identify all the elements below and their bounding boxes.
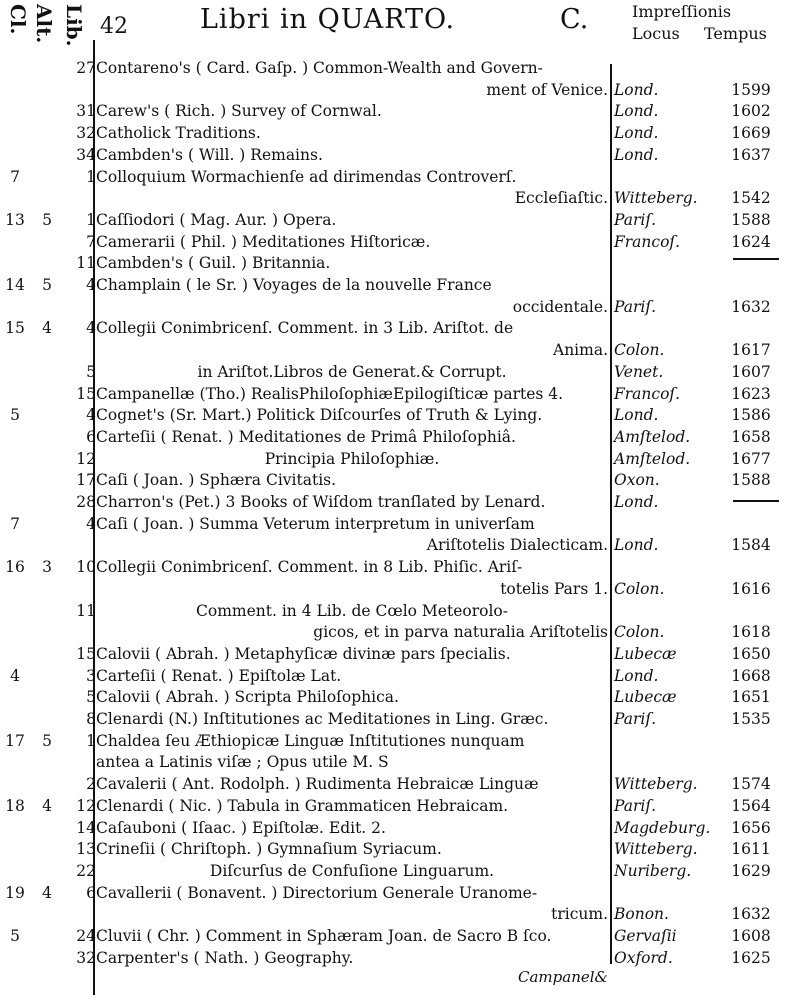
entry-alt-number: 5 <box>42 276 52 294</box>
entry-cl-number: 5 <box>10 927 20 945</box>
entry-row <box>0 275 787 295</box>
entry-lib-number: 4 <box>86 514 96 533</box>
entry-text: Carteſii ( Renat. ) Epiſtolæ Lat. <box>96 666 342 685</box>
entry-row <box>0 253 787 273</box>
entry-row <box>0 297 787 317</box>
entry-text: Ariſtotelis Dialecticam. <box>426 536 608 555</box>
entry-year: 1632 <box>731 297 771 316</box>
entry-year: 1624 <box>731 232 771 251</box>
entry-year: 1658 <box>731 427 771 446</box>
entry-year: 1584 <box>731 536 771 555</box>
entry-lib-number: 11 <box>76 254 96 273</box>
entry-text: Carteſii ( Renat. ) Meditationes de Primâ Philoſophiâ. <box>96 427 516 446</box>
entry-lib-number: 10 <box>76 558 96 577</box>
entry-text: Caſauboni ( Iſaac. ) Epiſtolæ. Edit. 2. <box>96 818 386 837</box>
entry-lib-number: 5 <box>86 688 96 707</box>
entry-cl-number: 7 <box>10 514 20 533</box>
entry-text: Carew's ( Rich. ) Survey of Cornwal. <box>96 102 382 121</box>
entry-text: Chaldea ſeu Æthiopicæ Linguæ Inſtitutiones nunquam <box>96 731 525 750</box>
entry-locus: Lond. <box>614 536 659 555</box>
entry-text: Calovii ( Abrah. ) Scripta Philoſophica. <box>96 688 399 707</box>
entry-locus: Oxford. <box>614 948 673 967</box>
entry-row <box>0 883 787 903</box>
entry-lib-number: 4 <box>86 319 96 338</box>
entry-year: 1564 <box>731 796 771 815</box>
entry-alt-number: 4 <box>42 883 52 902</box>
entry-alt-number: 3 <box>42 558 52 577</box>
entry-year: 1669 <box>731 124 771 143</box>
entry-text: Cognet's (Sr. Mart.) Politick Diſcourſes of Truth & Lying. <box>96 406 543 425</box>
entry-locus: Witteberg. <box>614 840 698 859</box>
entry-locus: Lubecæ <box>614 644 677 663</box>
entry-row <box>0 58 787 78</box>
entry-lib-number: 15 <box>76 644 96 663</box>
entry-locus: Magdeburg. <box>614 818 711 837</box>
entry-lib-number: 11 <box>76 601 96 620</box>
entry-row <box>0 470 787 490</box>
entry-cl-number: 17 <box>5 731 25 750</box>
entry-cl-number: 18 <box>5 796 25 815</box>
tempus-header: Tempus <box>704 24 767 43</box>
entry-row <box>0 232 787 252</box>
entry-year: 1625 <box>731 948 771 967</box>
entry-row <box>0 514 787 534</box>
entry-year: 1608 <box>731 927 771 945</box>
entry-year: 1588 <box>731 471 771 490</box>
entry-text: tricum. <box>551 905 608 924</box>
entry-year: 1668 <box>731 666 771 685</box>
entry-year: 1611 <box>731 840 771 859</box>
entry-locus: Lond. <box>614 80 659 99</box>
entry-cl-number: 19 <box>5 883 25 902</box>
entry-lib-number: 34 <box>76 145 96 164</box>
entry-text: Cambden's ( Will. ) Remains. <box>96 145 323 164</box>
entry-lib-number: 8 <box>86 710 96 728</box>
entry-year: 1617 <box>731 341 771 360</box>
entry-year: 1623 <box>731 384 771 403</box>
entry-locus: Pariſ. <box>614 297 657 316</box>
entry-row <box>0 188 787 208</box>
entry-row <box>0 101 787 121</box>
entry-year: 1542 <box>731 189 771 208</box>
entry-lib-number: 1 <box>86 210 96 229</box>
entry-locus: Amſtelod. <box>614 449 691 468</box>
entry-row <box>0 384 787 404</box>
entry-row <box>0 731 787 751</box>
entry-year: 1618 <box>731 623 771 642</box>
entry-row <box>0 752 787 772</box>
entry-row <box>0 601 787 621</box>
entry-year: 1651 <box>731 688 771 707</box>
entry-lib-number: 32 <box>76 948 96 967</box>
entry-text: occidentale. <box>512 297 608 316</box>
entry-lib-number: 17 <box>76 471 96 490</box>
entry-cl-number: 7 <box>10 167 20 186</box>
entry-row <box>0 492 787 512</box>
entry-row <box>0 861 787 881</box>
entry-row <box>0 145 787 165</box>
entry-locus: Gervaſii <box>614 927 677 945</box>
entry-row <box>0 622 787 642</box>
entry-lib-number: 7 <box>86 232 96 251</box>
entry-text: Camerarii ( Phil. ) Meditationes Hiſtoricæ. <box>96 232 431 251</box>
entry-year: 1632 <box>731 905 771 924</box>
entry-lib-number: 28 <box>76 493 96 511</box>
entry-text: Catholick Traditions. <box>96 124 261 143</box>
entry-text: Collegii Conimbricenſ. Comment. in 8 Lib. Phiſic. Ariſ- <box>96 558 523 577</box>
entry-locus: Lubecæ <box>614 688 677 707</box>
entry-row <box>0 687 787 707</box>
entry-cl-number: 5 <box>10 406 20 425</box>
entry-row <box>0 644 787 664</box>
entry-text: Cavallerii ( Bonavent. ) Directorium Generale Uranome- <box>96 883 538 902</box>
entry-text: in Ariſtot.Libros de Generat.& Corrupt. <box>197 362 507 381</box>
entry-text: Caſſiodori ( Mag. Aur. ) Opera. <box>96 210 337 229</box>
entry-year: 1599 <box>731 80 771 99</box>
column-header-cl: Cl. <box>6 4 30 35</box>
entry-text: Collegii Conimbricenſ. Comment. in 3 Lib. Ariſtot. de <box>96 319 514 338</box>
entry-locus: Pariſ. <box>614 210 657 229</box>
entry-text: Principia Philoſophiæ. <box>264 449 440 468</box>
entry-locus: Witteberg. <box>614 775 698 794</box>
entry-text: Cluvii ( Chr. ) Comment in Sphæram Joan. de Sacro B ſco. <box>96 927 552 945</box>
entry-text: Clenardi (N.) Inſtitutiones ac Meditationes in Ling. Græc. <box>96 710 549 728</box>
entry-lib-number: 31 <box>76 102 96 121</box>
entry-year: 1677 <box>731 449 771 468</box>
entry-text: Comment. in 4 Lib. de Cœlo Meteorolo- <box>196 601 508 620</box>
entry-locus: Colon. <box>614 579 665 598</box>
column-header-lib: Lib. <box>62 4 86 47</box>
entry-year: 1629 <box>731 861 771 880</box>
entry-row <box>0 318 787 338</box>
entry-lib-number: 6 <box>86 883 96 902</box>
entry-year: 1607 <box>731 362 771 381</box>
entry-cl-number: 14 <box>5 276 25 294</box>
entry-row <box>0 839 787 859</box>
column-header-alt: Alt. <box>32 4 56 44</box>
entry-locus: Colon. <box>614 623 665 642</box>
entry-year: 1588 <box>731 210 771 229</box>
entry-row <box>0 666 787 686</box>
entry-row <box>0 535 787 555</box>
entry-cl-number: 13 <box>5 210 25 229</box>
entry-locus: Oxon. <box>614 471 660 490</box>
entry-row <box>0 210 787 230</box>
entry-row <box>0 709 787 729</box>
entry-lib-number: 14 <box>76 818 96 837</box>
entry-text: Cambden's ( Guil. ) Britannia. <box>96 254 331 273</box>
entry-year: 1637 <box>731 145 771 164</box>
entry-row <box>0 904 787 924</box>
entry-text: Eccleſiaſtic. <box>514 189 608 208</box>
entry-text: totelis Pars 1. <box>500 579 608 598</box>
page-title: Libri in QUARTO. <box>200 4 456 35</box>
entry-row <box>0 123 787 143</box>
entry-text: Charron's (Pet.) 3 Books of Wiſdom tranſlated by Lenard. <box>96 493 546 511</box>
entry-year: 1656 <box>731 818 771 837</box>
entry-text: Cavalerii ( Ant. Rodolph. ) Rudimenta Hebraicæ Linguæ <box>96 775 539 794</box>
entry-lib-number: 12 <box>76 796 96 815</box>
entry-row <box>0 449 787 469</box>
entry-row <box>0 80 787 100</box>
entry-lib-number: 24 <box>76 927 96 945</box>
entry-row <box>0 362 787 382</box>
entry-lib-number: 13 <box>76 840 96 859</box>
entry-lib-number: 1 <box>86 731 96 750</box>
entry-text: Crineſii ( Chriſtoph. ) Gymnaſium Syriacum. <box>96 840 442 859</box>
entry-locus: Lond. <box>614 666 659 685</box>
entry-locus: Lond. <box>614 124 659 143</box>
entry-row <box>0 167 787 187</box>
entry-text: Calovii ( Abrah. ) Metaphyſicæ divinæ pars ſpecialis. <box>96 644 511 663</box>
entry-text: ment of Venice. <box>486 80 608 99</box>
entry-row <box>0 557 787 577</box>
entry-lib-number: 22 <box>76 861 96 880</box>
entry-locus: Francoſ. <box>614 232 681 251</box>
entry-locus: Francoſ. <box>614 384 681 403</box>
page-number: 42 <box>100 14 128 39</box>
entry-text: Anima. <box>553 341 608 360</box>
entry-text: gicos, et in parva naturalia Ariſtotelis <box>313 623 608 642</box>
entry-text: Champlain ( le Sr. ) Voyages de la nouvelle France <box>96 276 492 294</box>
entry-row <box>0 948 787 968</box>
entry-alt-number: 5 <box>42 210 52 229</box>
entry-cl-number: 16 <box>5 558 25 577</box>
entry-text: Caſi ( Joan. ) Sphæra Civitatis. <box>96 471 337 490</box>
entry-row <box>0 818 787 838</box>
entry-text: Caſi ( Joan. ) Summa Veterum interpretum in univerſam <box>96 514 535 533</box>
entry-locus: Pariſ. <box>614 796 657 815</box>
entry-lib-number: 1 <box>86 167 96 186</box>
entry-lib-number: 27 <box>76 59 96 77</box>
impressionis-header: Impreſſionis <box>632 2 732 21</box>
entry-text: Colloquium Wormachienſe ad dirimendas Controverſ. <box>96 167 517 186</box>
entry-locus: Lond. <box>614 406 659 425</box>
entry-year: 1535 <box>731 710 771 728</box>
entry-locus: Pariſ. <box>614 710 657 728</box>
entry-alt-number: 4 <box>42 319 52 338</box>
entry-year: 1574 <box>731 775 771 794</box>
entry-row <box>0 926 787 946</box>
entry-lib-number: 4 <box>86 276 96 294</box>
entry-row <box>0 427 787 447</box>
entry-year: 1602 <box>731 102 771 121</box>
entry-lib-number: 12 <box>76 449 96 468</box>
entry-row <box>0 774 787 794</box>
entry-text: antea a Latinis viſæ ; Opus utile M. S <box>96 753 389 772</box>
entry-lib-number: 15 <box>76 384 96 403</box>
entry-locus: Lond. <box>614 493 659 511</box>
entry-year: 1650 <box>731 644 771 663</box>
entry-lib-number: 6 <box>86 427 96 446</box>
entry-cl-number: 15 <box>5 319 25 338</box>
entry-lib-number: 4 <box>86 406 96 425</box>
catchword: Campanel& <box>518 968 608 986</box>
entry-row <box>0 579 787 599</box>
section-letter: C. <box>560 4 589 35</box>
entry-text: Clenardi ( Nic. ) Tabula in Grammaticen Hebraicam. <box>96 796 509 815</box>
entry-locus: Bonon. <box>614 905 669 924</box>
entry-lib-number: 32 <box>76 124 96 143</box>
entry-year: 1616 <box>731 579 771 598</box>
entry-locus: Nuriberg. <box>614 861 692 880</box>
entry-alt-number: 5 <box>42 731 52 750</box>
entry-text: Carpenter's ( Nath. ) Geography. <box>96 948 354 967</box>
entry-locus: Lond. <box>614 102 659 121</box>
entry-text: Campanellæ (Tho.) RealisPhiloſophiæEpilogiſticæ partes 4. <box>96 384 564 403</box>
locus-header: Locus <box>632 24 680 43</box>
entry-text: Diſcurſus de Confuſione Linguarum. <box>209 861 495 880</box>
entry-locus: Venet. <box>614 362 664 381</box>
entry-locus: Witteberg. <box>614 189 698 208</box>
entry-cl-number: 4 <box>10 666 20 685</box>
entry-year: 1586 <box>731 406 771 425</box>
entry-locus: Amſtelod. <box>614 427 691 446</box>
entry-locus: Lond. <box>614 145 659 164</box>
entry-lib-number: 2 <box>86 775 96 794</box>
entry-row <box>0 340 787 360</box>
entry-locus: Colon. <box>614 341 665 360</box>
entry-row <box>0 796 787 816</box>
entry-lib-number: 5 <box>86 362 96 381</box>
entry-text: Contareno's ( Card. Gaſp. ) Common-Wealth and Govern- <box>96 59 543 77</box>
entry-lib-number: 3 <box>86 666 96 685</box>
entry-alt-number: 4 <box>42 796 52 815</box>
entry-row <box>0 405 787 425</box>
